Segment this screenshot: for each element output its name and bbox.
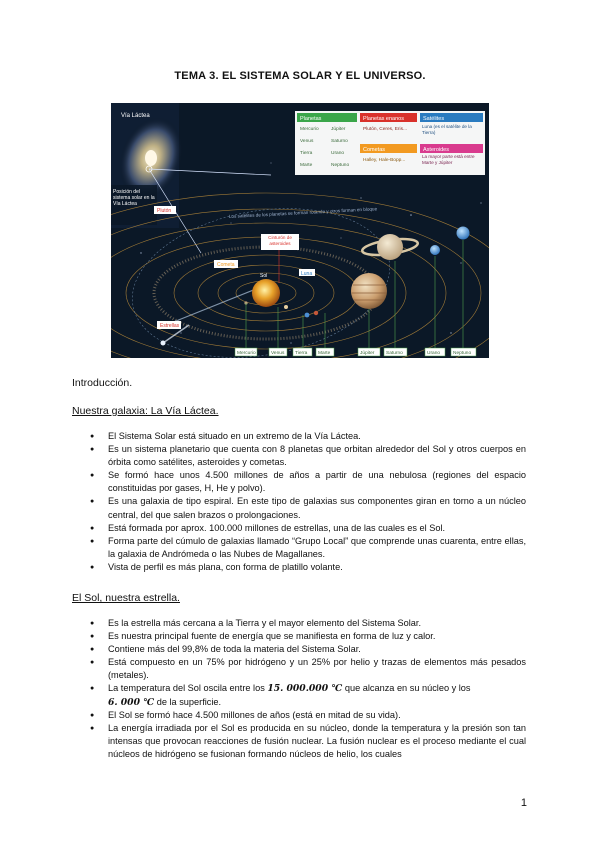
- legend-planet: Neptuno: [331, 163, 350, 168]
- page-number: 1: [520, 797, 527, 809]
- legend-planet: Mercurio: [300, 127, 319, 132]
- comet-label: Cometa: [217, 262, 235, 268]
- temp-core-value: 15. 000.000 ℃: [267, 683, 343, 695]
- legend-asteroides-body: La mayor parte está entre Marte y Júpiter: [422, 154, 475, 165]
- sun-list: [108, 617, 526, 761]
- stars-label: Estrellas: [160, 323, 180, 329]
- temp-text-pre: La temperatura del Sol oscila entre los: [108, 683, 268, 694]
- list-item: ● Vista de perfil es más plana, con forma de platillo volante.: [108, 561, 526, 574]
- page-title: TEMA 3. EL SISTEMA SOLAR Y EL UNIVERSO.: [174, 70, 426, 82]
- legend-cometas-body: Halley, Hale-Bopp...: [363, 158, 406, 163]
- solar-system-illustration: [111, 103, 489, 358]
- legend-planet: Tierra: [300, 151, 313, 156]
- milky-way-list: [108, 430, 526, 574]
- legend-planet: Venus: [300, 139, 314, 144]
- list-item-temperature: [108, 682, 526, 708]
- list-item: ● Forma parte del cúmulo de galaxias llamado “Grupo Local” que comprende unas cuarenta, entre ellas, la galaxia de Andrómeda o las Nubes de Magallanes.: [108, 535, 526, 561]
- planet-label-urano: Urano: [427, 351, 441, 356]
- legend-satelites-body: Luna (es el satélite de la Tierra): [422, 124, 472, 135]
- legend-cometas-title: Cometas: [363, 147, 386, 153]
- legend-planet: Júpiter: [331, 127, 346, 132]
- legend-asteroides-title: Asteroides: [423, 147, 449, 153]
- legend-planet: Marte: [300, 163, 313, 168]
- position-label: Posición del sistema solar en la Vía Láctea: [113, 189, 155, 207]
- planet-label-saturno: Saturno: [386, 351, 403, 356]
- planet-label-venus: Venus: [271, 351, 285, 356]
- list-item: ● Está formada por aprox. 100.000 millones de estrellas, una de las cuales es el Sol.: [108, 522, 526, 535]
- planet-label-tierra: Tierra: [295, 351, 308, 356]
- list-item: ● Es un sistema planetario que cuenta con 8 planetas que orbitan alrededor del Sol y otros cuerpos en órbita como satélites, asteroides y cometas.: [108, 443, 526, 469]
- list-item: ● Es una galaxia de tipo espiral. En este tipo de galaxias sus componentes giran en torno a un núcleo central, del que salen brazos o prolongaciones.: [108, 495, 526, 521]
- milky-way-label: Vía Láctea: [121, 113, 150, 119]
- list-item: ● El Sol se formó hace 4.500 millones de años (está en mitad de su vida).: [108, 709, 526, 722]
- list-item: ● La energía irradiada por el Sol es producida en su núcleo, donde la temperatura y la presión son tan intensas que provocan reacciones de fusión nuclear. La fusión nuclear es el proceso mediante el cual núcleos de hidrógeno se fusionan formando núcleos de helio, los cuales: [108, 722, 526, 761]
- planet-label-marte: Marte: [318, 351, 331, 356]
- legend-planet: Urano: [331, 151, 345, 156]
- list-item: ● Contiene más del 99,8% de toda la materia del Sistema Solar.: [108, 643, 526, 656]
- planet-label-jupiter: Júpiter: [360, 351, 375, 356]
- planet-label-neptuno: Neptuno: [453, 351, 472, 356]
- list-item: ● Es nuestra principal fuente de energía que se manifiesta en forma de luz y calor.: [108, 630, 526, 643]
- legend-planet: Saturno: [331, 139, 348, 144]
- belt-text: Los satélites de los planetas se forman rotando y otros forman en bloque: [228, 206, 378, 219]
- list-item: ● El Sistema Solar está situado en un extremo de la Vía Láctea.: [108, 430, 526, 443]
- moon-label: Luna: [301, 271, 313, 277]
- list-item: ● Es la estrella más cercana a la Tierra y el mayor elemento del Sistema Solar.: [108, 617, 526, 630]
- sun-label: Sol: [260, 273, 268, 279]
- legend-enanos-title: Planetas enanos: [363, 116, 404, 122]
- intro-heading: Introducción.: [72, 377, 133, 389]
- pluto-label: Plutón: [157, 208, 172, 214]
- temp-surface-value: 6. 000 ℃: [108, 696, 155, 708]
- legend-satelites-title: Satélites: [423, 116, 445, 122]
- planet-label-mercurio: Mercurio: [237, 351, 256, 356]
- list-item: ● Se formó hace unos 4.500 millones de años a partir de una nebulosa (regiones del espacio constituidas por gases, H, He y polvo).: [108, 469, 526, 495]
- temp-text-mid: que alcanza en su núcleo y los: [342, 683, 471, 694]
- list-item: ● Está compuesto en un 75% por hidrógeno y un 25% por helio y trazas de elementos más pesados (metales).: [108, 656, 526, 682]
- section-sun-heading: El Sol, nuestra estrella.: [72, 592, 180, 604]
- section-milky-way-heading: Nuestra galaxia: La Vía Láctea.: [72, 405, 219, 417]
- legend-enanos-body: Plutón, Ceres, Eris...: [363, 127, 407, 132]
- asteroid-belt-label: Cinturón de asteroides: [268, 235, 292, 246]
- solar-system-figure: [111, 103, 489, 358]
- temp-text-post: de la superficie.: [154, 696, 222, 707]
- legend-planetas-title: Planetas: [300, 116, 322, 122]
